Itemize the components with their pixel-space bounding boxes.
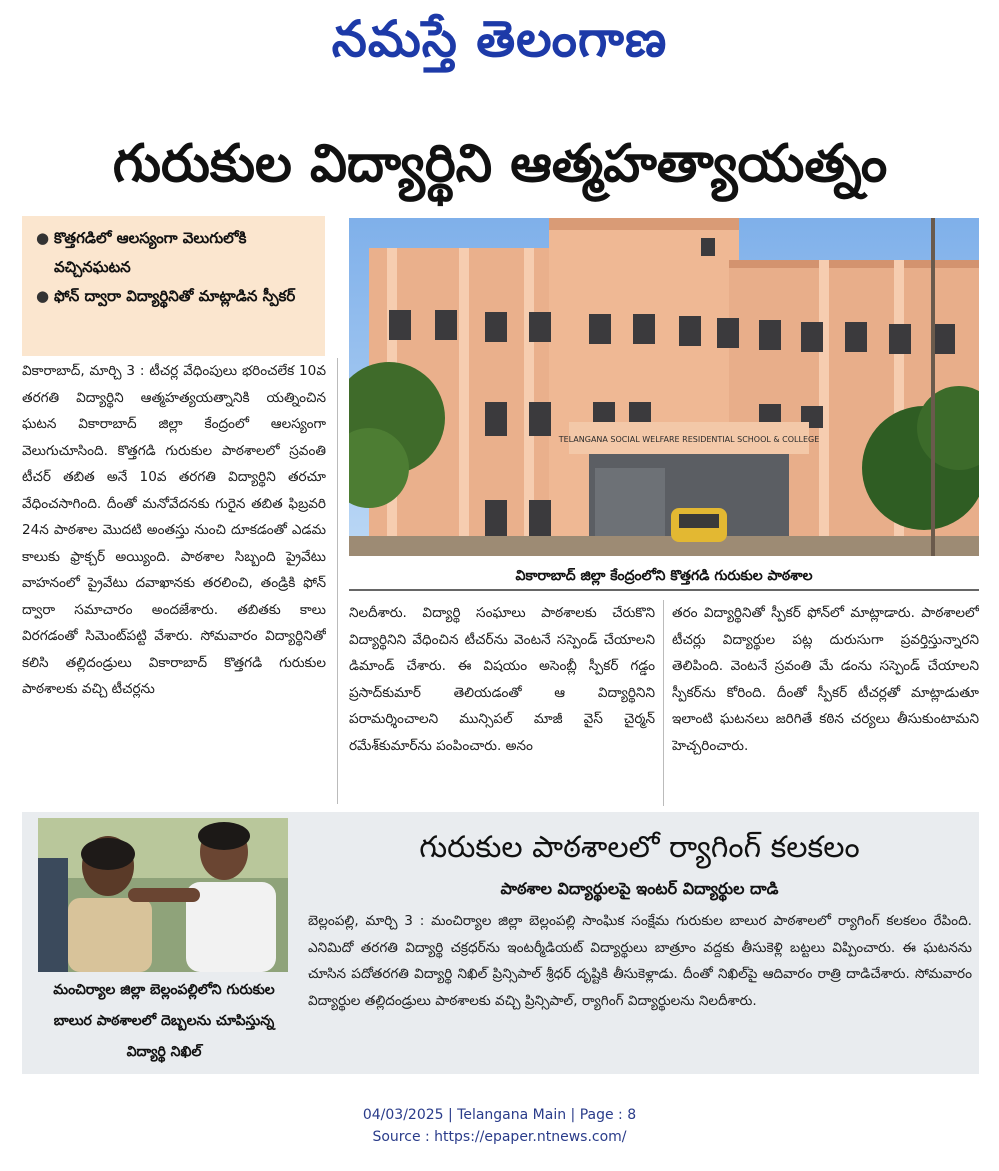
highlights-box [22,216,325,356]
column-divider [663,600,664,806]
main-headline: గురుకుల విద్యార్థిని ఆత్మహత్యాయత్నం [112,134,888,194]
school-building-photo [349,218,979,556]
story-column: వికారాబాద్, మార్చి 3 : టీచర్ల వేధింపులు భరించలేక 10వ తరగతి విద్యార్థిని ఆత్మహత్యయత్నానికి యత్నించిన ఘటన వికారాబాద్ జిల్లా కేంద్రంలో ఆలస్యంగా వెలుగుచూసింది. కొత్తగడి గురుకుల పాఠశాలలో స్రవంతి టీచర్ తబిత అనే 10వ తరగతి విద్యార్థిని తరచూ వేధించసాగింది. దీంతో మనోవేదనకు గురైన తబిత ఫిబ్రవరి 24న పాఠశాల మొదటి అంతస్తు నుంచి దూకడంతో ఎడమ కాలుకు ఫ్రాక్చర్ అయ్యింది. పాఠశాల సిబ్బంది ప్రైవేటు వాహనంలో ప్రైవేటు దవాఖానకు తరలించి, తండ్రికి ఫోన్ ద్వారా సమాచారం అందజేశారు. తబితకు కాలు విరగడంతో సిమెంట్‌పట్టి వేశారు. సోమవారం విద్యార్థినితో కలిసి తల్లిదండ్రులు వికారాబాద్ కొత్తగడి గురుకుల పాఠశాలకు వచ్చి టీచర్లను [22,363,326,697]
highlight-text: ఫోన్ ద్వారా విద్యార్థినితో మాట్లాడిన స్పీకర్ [54,287,296,305]
highlight-item [30,282,317,311]
newspaper-masthead: నమస్తే తెలంగాణ [331,9,668,68]
highlight-text: కొత్తగడిలో ఆలస్యంగా వెలుగులోకి వచ్చినఘటన [54,229,247,276]
page-footer [0,1104,999,1148]
story-headline: గురుకుల పాఠశాలలో ర్యాగింగ్ కలకలం [419,830,860,865]
story-column: నిలదీశారు. విద్యార్థి సంఘాలు పాఠశాలకు చేరుకొని విద్యార్థినిని వేధించిన టీచర్‌ను వెంటనే సస్పెండ్ చేయాలని డిమాండ్ చేశారు. ఈ విషయం అసెంబ్లీ స్పీకర్ గడ్డం ప్రసాద్‌కుమార్ తెలియడంతో ఆ విద్యార్థినిని పరామర్శించాలని మున్సిపల్ మాజీ వైస్ చైర్మన్ రమేశ్‌కుమార్‌ను పంపించారు. అనం [349,605,655,754]
bullet-icon: ● [36,287,50,305]
story-column: తరం విద్యార్థినితో స్పీకర్ ఫోన్‌లో మాట్లాడారు. పాఠశాలలో టీచర్లు విద్యార్థుల పట్ల దురుసుగా ప్రవర్తిస్తున్నారని తెలిపింది. వెంటనే స్రవంతి మే డంను సస్పెండ్ చేయాలని స్పీకర్‌ను కోరింది. దీంతో స్పీకర్ టీచర్లతో మాట్లాడుతూ ఇలాంటి ఘటనలు జరిగితే కఠిన చర్యలు తీసుకుంటామని హెచ్చరించారు. [672,605,979,754]
bullet-icon: ● [36,229,50,247]
footer-source-line: Source : https://epaper.ntnews.com/ [372,1129,627,1145]
footer-edition-line: 04/03/2025 | Telangana Main | Page : 8 [362,1107,637,1123]
story-body: బెల్లంపల్లి, మార్చి 3 : మంచిర్యాల జిల్లా బెల్లంపల్లి సాంఘిక సంక్షేమ గురుకుల బాలుర పాఠశాలలో ర్యాగింగ్ కలకలం రేపింది. ఎనిమిదో తరగతి విద్యార్థి చక్రధర్‌ను ఇంటర్మీడియట్ విద్యార్థులు బాత్రూం వద్దకు తీసుకెళ్లి బట్టలు విప్పించారు. ఈ ఘటనను చూసిన పదోతరగతి విద్యార్థి నిఖిల్ ప్రిన్సిపాల్ శ్రీధర్ దృష్టికి తీసుకెళ్లాడు. దీంతో నిఖిల్‌పై ఆదివారం రాత్రి దాడిచేశారు. సోమవారం విద్యార్థుల తల్లిదండ్రులు పాఠశాలకు వచ్చి ప్రిన్సిపాల్, ర్యాగింగ్ విద్యార్థులను నిలదీశారు. [308,913,972,1009]
student-injury-photo [38,818,288,972]
story-deck: పాఠశాల విద్యార్థులపై ఇంటర్ విద్యార్థుల దాడి [500,879,779,898]
school-sign-text: TELANGANA SOCIAL WELFARE RESIDENTIAL SCHOOL & COLLEGE [558,435,820,444]
column-divider [337,358,338,804]
highlight-item [30,224,317,282]
photo-caption: మంచిర్యాల జిల్లా బెల్లంపల్లిలోని గురుకుల బాలుర పాఠశాలలో దెబ్బలను చూపిస్తున్న విద్యార్థి నిఖిల్ [53,982,275,1060]
photo-caption: వికారాబాద్ జిల్లా కేంద్రంలోని కొత్తగడి గురుకుల పాఠశాల [349,561,979,591]
